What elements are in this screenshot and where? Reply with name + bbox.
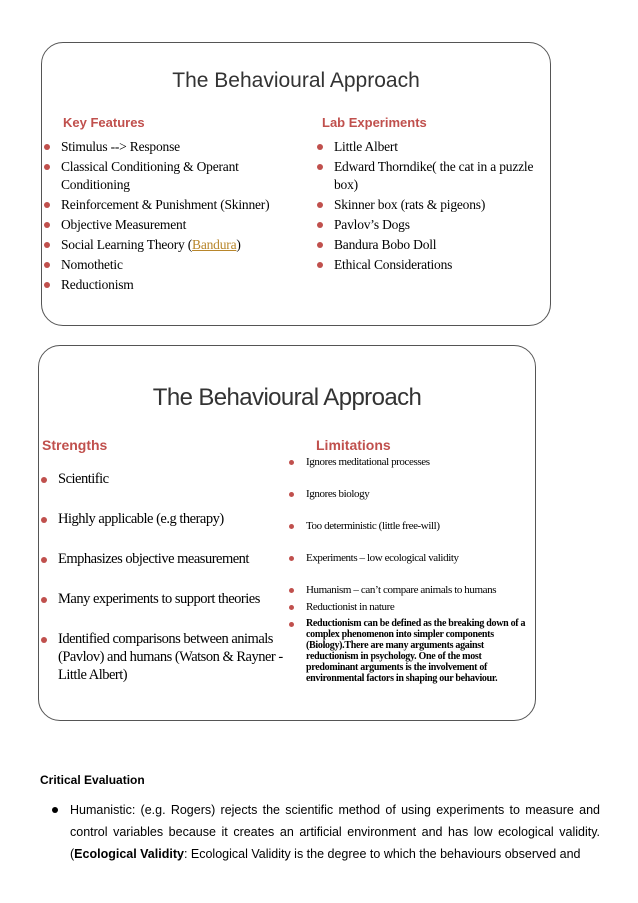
list-item: Emphasizes objective measurement — [39, 550, 289, 568]
key-features-panel — [41, 42, 551, 326]
list-item — [42, 236, 292, 254]
list-item: Classical Conditioning & Operant Conditioning — [42, 158, 292, 194]
list-item: Skinner box (rats & pigeons) — [315, 196, 547, 214]
strengths-list — [39, 470, 289, 684]
list-item: Little Albert — [315, 138, 547, 156]
list-item: Many experiments to support theories — [39, 590, 289, 608]
list-item — [48, 799, 600, 865]
humanistic-text: Humanistic: (e.g. Rogers) rejects the scientific method of using experiments to measure and control variables because it creates an artificial environment and has low ecological validity. ( — [70, 803, 600, 861]
slt-close: ) — [236, 237, 241, 252]
ecological-validity-term: Ecological Validity — [74, 847, 184, 861]
list-item: Reductionism — [42, 276, 292, 294]
list-item: Bandura Bobo Doll — [315, 236, 547, 254]
critical-evaluation-list — [48, 799, 600, 865]
list-item: Ethical Considerations — [315, 256, 547, 274]
list-item: Humanism – can’t compare animals to humans — [287, 584, 535, 596]
panel2-title: The Behavioural Approach — [152, 384, 422, 411]
list-item: Reductionism can be defined as the breaking down of a complex phenomenon into simpler components (Biology).There are many arguments against reductionism in psychology. One of the most predominant arguments is the involvement of environmental factors in shaping our behaviour. — [287, 618, 535, 684]
list-item: Reinforcement & Punishment (Skinner) — [42, 196, 292, 214]
limitations-heading: Limitations — [316, 437, 391, 453]
slt-text: Social Learning Theory ( — [61, 237, 193, 252]
list-item: Identified comparisons between animals (Pavlov) and humans (Watson & Rayner - Little Albert) — [39, 630, 289, 684]
lab-experiments-heading: Lab Experiments — [322, 115, 427, 130]
list-item: Ignores meditational processes — [287, 456, 535, 468]
key-features-heading: Key Features — [63, 115, 145, 130]
strengths-limitations-panel — [38, 345, 536, 721]
lab-experiments-list — [315, 138, 547, 276]
list-item: Experiments – low ecological validity — [287, 552, 535, 564]
list-item: Scientific — [39, 470, 289, 488]
list-item: Objective Measurement — [42, 216, 292, 234]
critical-evaluation-heading: Critical Evaluation — [40, 773, 145, 787]
ecological-validity-definition: : Ecological Validity is the degree to which the behaviours observed and — [183, 847, 581, 861]
list-item: Edward Thorndike( the cat in a puzzle box) — [315, 158, 547, 194]
list-item: Too deterministic (little free-will) — [287, 520, 535, 532]
list-item: Nomothetic — [42, 256, 292, 274]
bandura-link[interactable]: Bandura — [192, 237, 237, 252]
strengths-heading: Strengths — [42, 437, 108, 453]
list-item: Highly applicable (e.g therapy) — [39, 510, 289, 528]
list-item: Pavlov’s Dogs — [315, 216, 547, 234]
list-item: Ignores biology — [287, 488, 535, 500]
key-features-list — [42, 138, 292, 296]
limitations-list — [287, 456, 535, 684]
panel1-title: The Behavioural Approach — [172, 69, 420, 92]
list-item: Reductionist in nature — [287, 601, 535, 613]
list-item: Stimulus --> Response — [42, 138, 292, 156]
